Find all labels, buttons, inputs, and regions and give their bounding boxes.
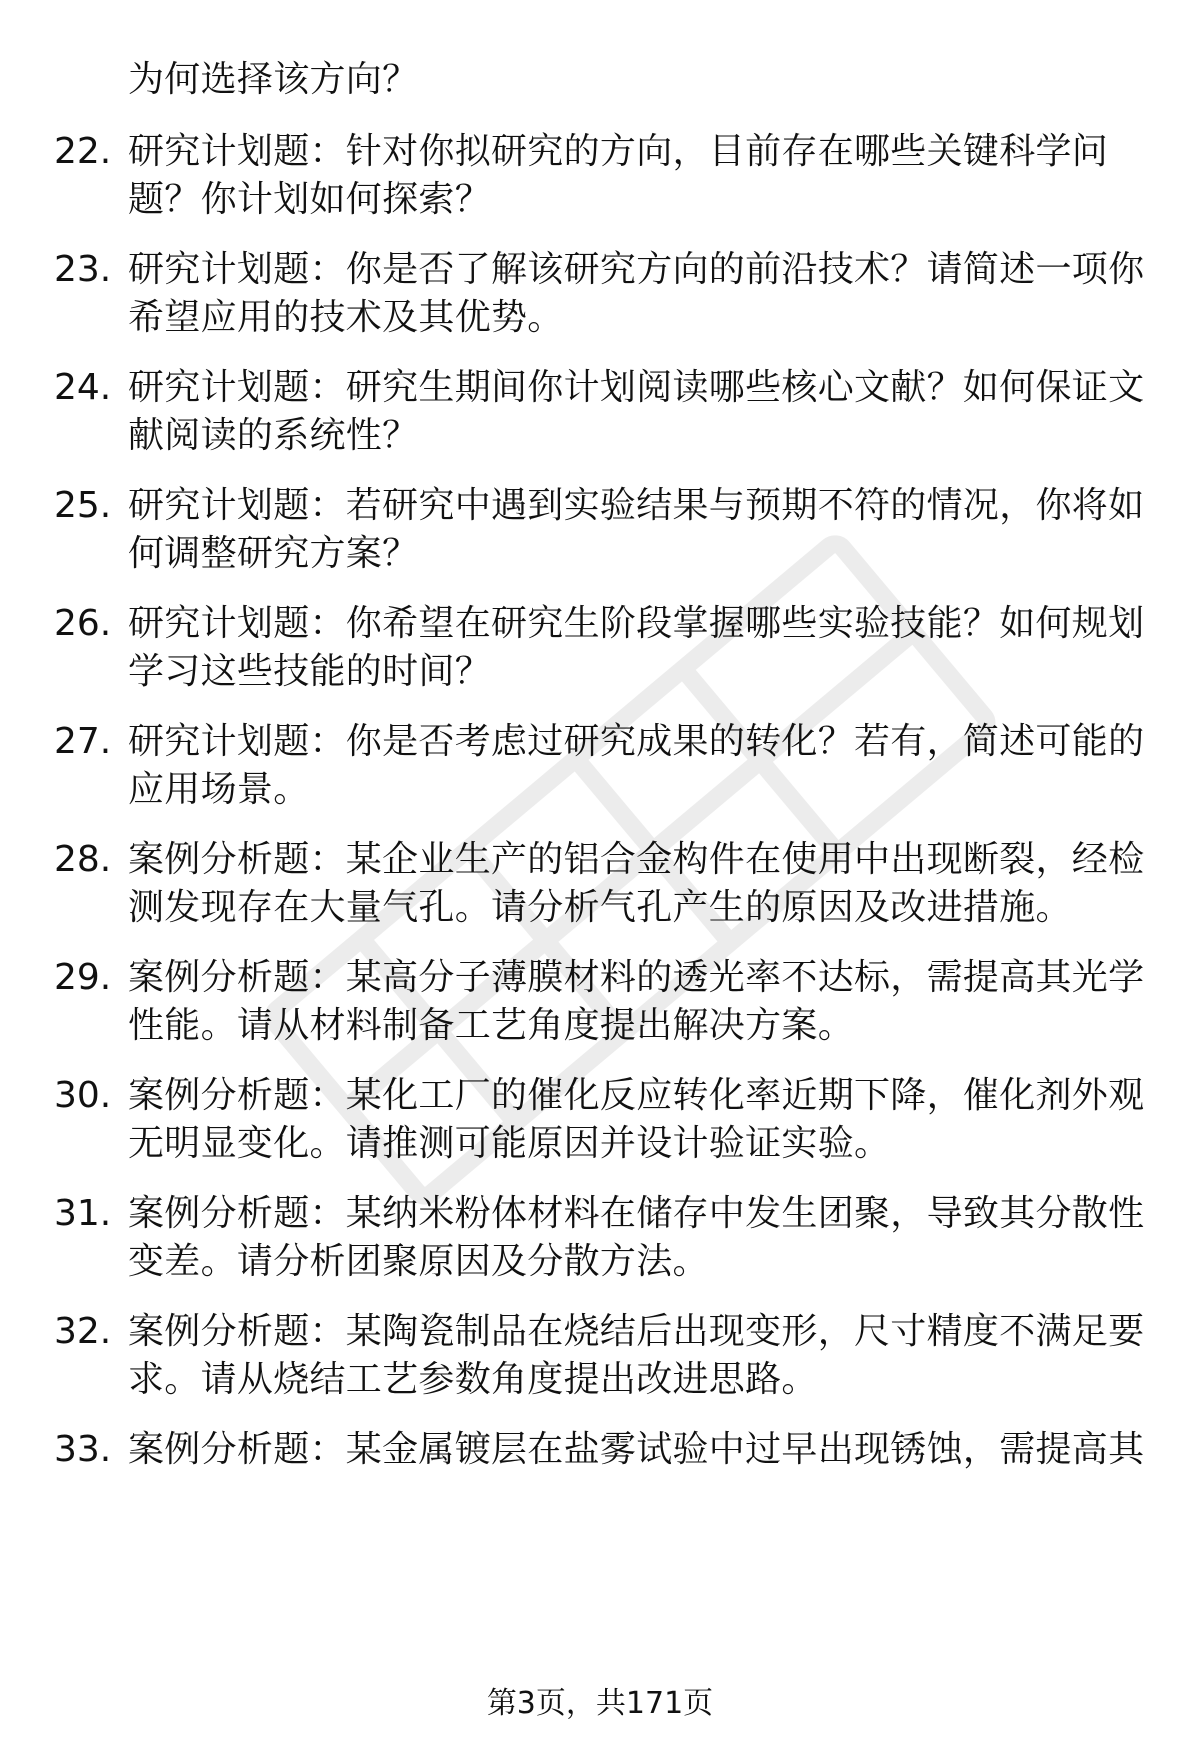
question-item	[0, 246, 1200, 356]
page-footer: 第3页，共171页	[486, 1686, 714, 1721]
continuation-line: 为何选择该方向？	[128, 59, 419, 100]
question-item	[0, 128, 1200, 238]
question-text-line1: 研究计划题：针对你拟研究的方向，目前存在哪些关键科学问	[128, 131, 1109, 172]
question-number: 22.	[54, 131, 112, 172]
question-item	[0, 836, 1200, 946]
question-item	[0, 1072, 1200, 1182]
question-text-line1: 研究计划题：你希望在研究生阶段掌握哪些实验技能？如何规划	[128, 603, 1145, 644]
question-text-line1: 案例分析题：某高分子薄膜材料的透光率不达标，需提高其光学	[128, 957, 1145, 998]
question-item	[0, 364, 1200, 474]
question-item	[0, 482, 1200, 592]
question-text-line1: 研究计划题：研究生期间你计划阅读哪些核心文献？如何保证文	[128, 367, 1145, 408]
question-number: 33.	[54, 1429, 112, 1470]
question-text-line2: 性能。请从材料制备工艺角度提出解决方案。	[128, 1005, 855, 1046]
question-text-line1: 研究计划题：你是否了解该研究方向的前沿技术？请简述一项你	[128, 249, 1145, 290]
question-text-line1: 案例分析题：某陶瓷制品在烧结后出现变形，尺寸精度不满足要	[128, 1311, 1145, 1352]
question-text-line1: 研究计划题：若研究中遇到实验结果与预期不符的情况，你将如	[128, 485, 1145, 526]
question-number: 28.	[54, 839, 112, 880]
question-text-line2: 题？你计划如何探索？	[128, 179, 492, 220]
question-text-line1: 研究计划题：你是否考虑过研究成果的转化？若有，简述可能的	[128, 721, 1145, 762]
question-item	[0, 1426, 1200, 1536]
question-text-line1: 案例分析题：某化工厂的催化反应转化率近期下降，催化剂外观	[128, 1075, 1145, 1116]
question-text-line2: 何调整研究方案？	[128, 533, 419, 574]
question-number: 29.	[54, 957, 112, 998]
question-text-line1: 案例分析题：某纳米粉体材料在储存中发生团聚，导致其分散性	[128, 1193, 1145, 1234]
question-number: 23.	[54, 249, 112, 290]
question-text-line1: 案例分析题：某企业生产的铝合金构件在使用中出现断裂，经检	[128, 839, 1145, 880]
question-item	[0, 718, 1200, 828]
question-text-line2: 希望应用的技术及其优势。	[128, 297, 564, 338]
question-text-line2: 无明显变化。请推测可能原因并设计验证实验。	[128, 1123, 891, 1164]
question-number: 30.	[54, 1075, 112, 1116]
question-text-line2: 变差。请分析团聚原因及分散方法。	[128, 1241, 709, 1282]
question-number: 25.	[54, 485, 112, 526]
question-number: 27.	[54, 721, 112, 762]
question-text-line2: 应用场景。	[128, 769, 310, 810]
question-text-line2: 学习这些技能的时间？	[128, 651, 492, 692]
question-text-line2: 测发现存在大量气孔。请分析气孔产生的原因及改进措施。	[128, 887, 1072, 928]
question-item	[0, 1190, 1200, 1300]
question-text-line1: 案例分析题：某金属镀层在盐雾试验中过早出现锈蚀，需提高其	[128, 1429, 1145, 1470]
question-item	[0, 1308, 1200, 1418]
question-number: 32.	[54, 1311, 112, 1352]
question-item	[0, 600, 1200, 710]
question-number: 24.	[54, 367, 112, 408]
question-item	[0, 954, 1200, 1064]
question-number: 31.	[54, 1193, 112, 1234]
question-text-line2: 求。请从烧结工艺参数角度提出改进思路。	[128, 1359, 818, 1400]
question-number: 26.	[54, 603, 112, 644]
question-text-line2: 献阅读的系统性？	[128, 415, 419, 456]
